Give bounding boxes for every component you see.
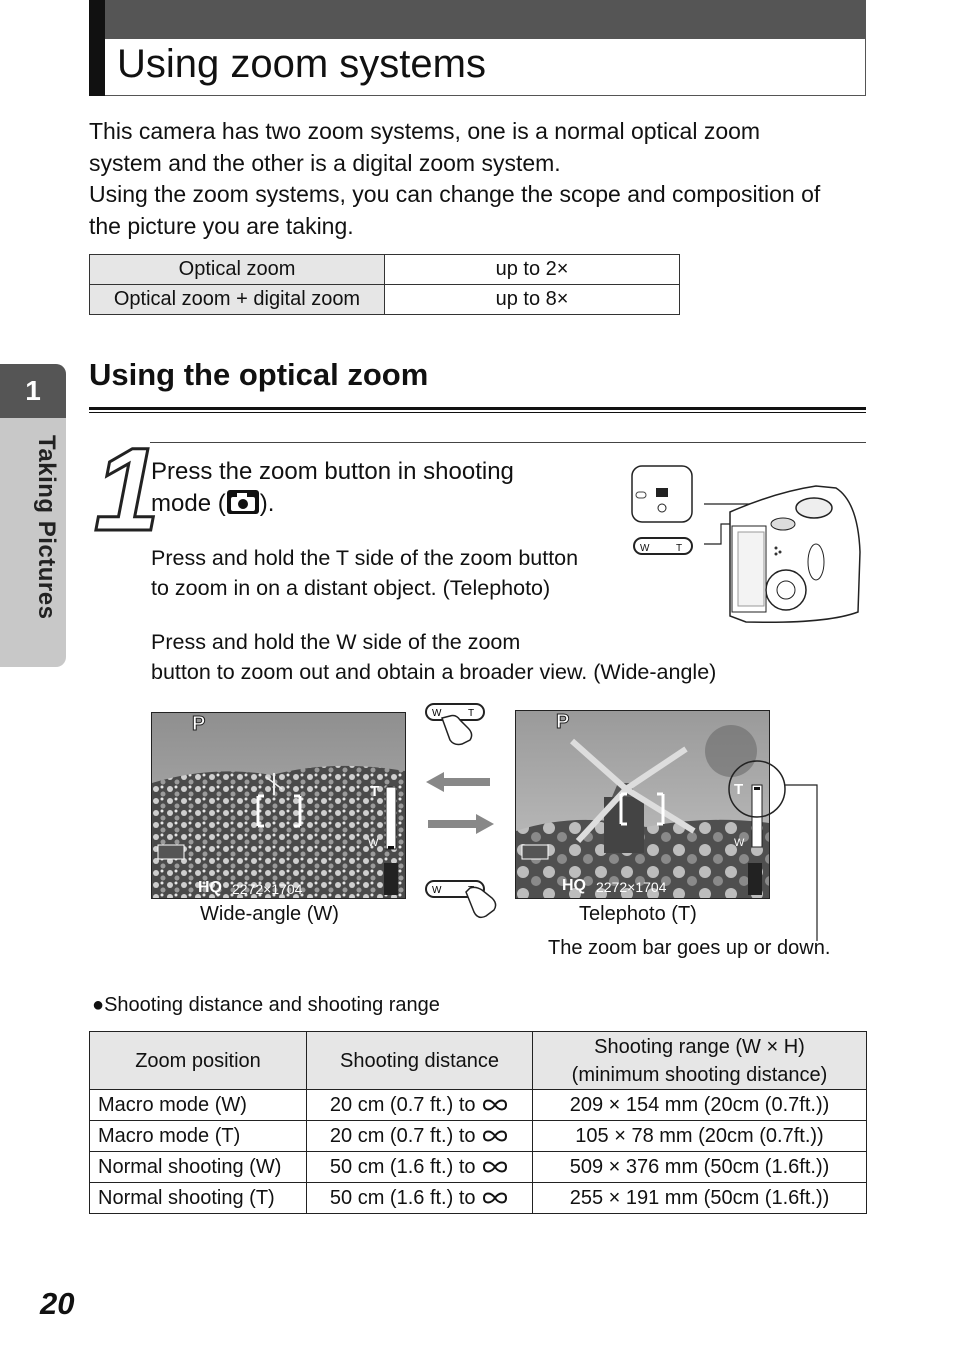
zoom-value: up to 2×: [385, 255, 680, 285]
distance-table: [89, 1031, 867, 1214]
resolution-indicator: 2272×1704: [596, 879, 667, 895]
header-bar: [89, 0, 866, 38]
distance-cell: [307, 1121, 533, 1152]
distance-text: 20 cm (0.7 ft.) to: [329, 1093, 476, 1116]
wide-angle-screen: [151, 712, 406, 899]
wide-text-2: button to zoom out and obtain a broader view. (Wide-angle): [151, 660, 717, 684]
step-rule: [150, 442, 866, 443]
table-row: [90, 285, 680, 315]
range-cell: 509 × 376 mm (50cm (1.6ft.)): [533, 1152, 867, 1183]
tele-text-2: to zoom in on a distant object. (Telephoto): [151, 576, 551, 600]
step-instruction-2-pre: mode (: [151, 490, 226, 517]
intro-line-2: system and the other is a digital zoom system.: [89, 150, 561, 176]
header-accent: [89, 0, 105, 96]
chapter-label: Taking Pictures: [33, 435, 60, 620]
intro-line-1: This camera has two zoom systems, one is a normal optical zoom: [89, 118, 761, 144]
zoom-position-cell: Normal shooting (W): [90, 1152, 307, 1183]
section-rule-thin: [89, 412, 866, 413]
zoom-t-label: T: [676, 543, 683, 554]
table-row: [90, 1090, 867, 1121]
range-cell: 209 × 154 mm (20cm (0.7ft.)): [533, 1090, 867, 1121]
distance-text: 50 cm (1.6 ft.) to: [329, 1155, 476, 1178]
range-cell: 255 × 191 mm (50cm (1.6ft.)): [533, 1183, 867, 1214]
table-row: [90, 1121, 867, 1152]
distance-section-title: Shooting distance and shooting range: [104, 994, 440, 1016]
page-number: 20: [40, 1286, 75, 1321]
infinity-icon: [481, 1160, 509, 1174]
quality-indicator: HQ: [198, 879, 222, 896]
telephoto-caption: Telephoto (T): [579, 903, 697, 925]
step-instruction-2-post: ).: [259, 490, 275, 517]
chapter-number: 1: [25, 375, 41, 406]
zoom-bar-w: W: [368, 837, 379, 849]
zoom-position-cell: Macro mode (T): [90, 1121, 307, 1152]
intro-line-3: Using the zoom systems, you can change the scope and composition of: [89, 181, 821, 207]
infinity-icon: [481, 1191, 509, 1205]
wide-angle-caption: Wide-angle (W): [200, 903, 339, 925]
zoom-position-cell: Normal shooting (T): [90, 1183, 307, 1214]
zoom-value: up to 8×: [385, 285, 680, 315]
step-number-graphic: [92, 424, 160, 556]
header-shooting-range: [533, 1032, 867, 1090]
distance-cell: [307, 1090, 533, 1121]
table-row: [90, 1183, 867, 1214]
mode-indicator: P: [192, 713, 206, 735]
range-cell: 105 × 78 mm (20cm (0.7ft.)): [533, 1121, 867, 1152]
page-title: Using zoom systems: [117, 42, 486, 86]
table-row: [90, 1152, 867, 1183]
zoom-systems-table: [89, 254, 680, 315]
table-header-row: [90, 1032, 867, 1090]
section-title: Using the optical zoom: [89, 357, 429, 392]
zoom-bar-callout: [725, 755, 825, 945]
zoom-bar-t: T: [734, 781, 744, 798]
step-number: 1: [94, 424, 160, 556]
header-shooting-range-line1: Shooting range (W × H): [594, 1035, 805, 1058]
table-row: [90, 255, 680, 285]
tele-text-1: Press and hold the T side of the zoom button: [151, 546, 579, 570]
camera-icon: [226, 489, 260, 524]
infinity-icon: [481, 1098, 509, 1112]
zoom-w-label: W: [432, 708, 442, 719]
zoom-position-cell: Macro mode (W): [90, 1090, 307, 1121]
step-instruction-2: [151, 488, 274, 524]
header-shooting-distance: Shooting distance: [307, 1032, 533, 1090]
zoom-label: Optical zoom + digital zoom: [90, 285, 385, 315]
intro-line-4: the picture you are taking.: [89, 213, 354, 239]
resolution-indicator: 2272×1704: [232, 881, 303, 897]
infinity-icon: [481, 1129, 509, 1143]
zoom-label: Optical zoom: [90, 255, 385, 285]
zoom-w-label: W: [432, 885, 442, 896]
zoom-w-label: W: [640, 543, 650, 554]
finger-press-icon: [466, 887, 496, 917]
zoom-control-graphics: [420, 700, 500, 930]
zoom-t-label: T: [468, 708, 475, 719]
header-zoom-position: Zoom position: [90, 1032, 307, 1090]
wide-text-1: Press and hold the W side of the zoom: [151, 630, 521, 654]
distance-cell: [307, 1152, 533, 1183]
distance-text: 50 cm (1.6 ft.) to: [329, 1186, 476, 1209]
section-rule: [89, 407, 866, 410]
zoom-bar-w: W: [734, 837, 745, 849]
distance-text: 20 cm (0.7 ft.) to: [329, 1124, 476, 1147]
zoom-bar-caption: The zoom bar goes up or down.: [548, 937, 831, 959]
zoom-bar-t: T: [370, 783, 380, 800]
step-instruction-1: Press the zoom button in shooting: [151, 458, 514, 485]
camera-illustration: [626, 462, 866, 630]
distance-cell: [307, 1183, 533, 1214]
header-shooting-range-line2: (minimum shooting distance): [571, 1063, 828, 1086]
distance-section-heading: [92, 994, 440, 1017]
mode-indicator: P: [556, 711, 570, 733]
bullet: ●: [92, 994, 105, 1016]
quality-indicator: HQ: [562, 877, 586, 894]
